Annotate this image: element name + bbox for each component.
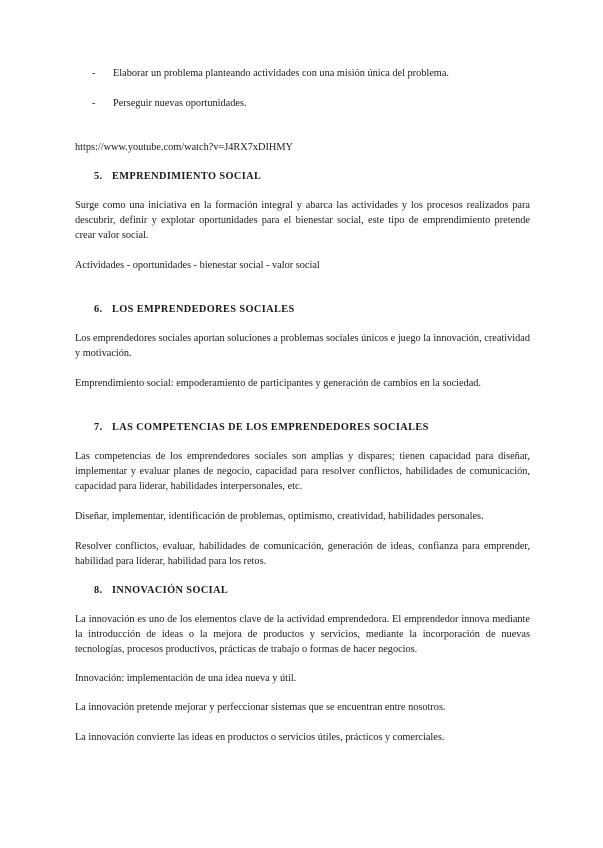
paragraph: Actividades - oportunidades - bienestar social - valor social bbox=[75, 260, 320, 271]
section-number: 6. bbox=[94, 304, 103, 315]
paragraph: Las competencias de los emprendedores sociales son amplias y dispares; tienen capacidad para diseñar, implementar y evaluar planes de negocio, capacidad para resolver conflictos, habilidades de comunicación, capacidad para liderar, habilidades interpersonales, etc. bbox=[75, 451, 530, 492]
section-heading bbox=[94, 302, 295, 317]
paragraph: Resolver conflictos, evaluar, habilidades de comunicación, generación de ideas, confianza para emprender, habilidad para liderar, habilidad para los retos. bbox=[75, 541, 530, 567]
section-title: EMPRENDIMIENTO SOCIAL bbox=[112, 171, 262, 182]
paragraph: Innovación: implementación de una idea nueva y útil. bbox=[75, 673, 297, 684]
paragraph: La innovación convierte las ideas en productos o servicios útiles, prácticos y comerciales. bbox=[75, 732, 445, 743]
section-title: LAS COMPETENCIAS DE LOS EMPRENDEDORES SOCIALES bbox=[112, 422, 429, 433]
section-heading bbox=[94, 420, 429, 435]
paragraph: Diseñar, implementar, identificación de problemas, optimismo, creatividad, habilidades personales. bbox=[75, 511, 484, 522]
paragraph: La innovación es uno de los elementos clave de la actividad emprendedora. El emprendedor innova mediante la introducción de ideas o la mejora de productos y servicios, mediante la incorporación de nuevas tecnologías, procesos productivos, prácticas de trabajo o formas de hacer negocios. bbox=[75, 614, 530, 655]
section-title: LOS EMPRENDEDORES SOCIALES bbox=[112, 304, 295, 315]
bullet-marker: - bbox=[92, 98, 96, 109]
section-heading bbox=[94, 169, 261, 184]
section-number: 5. bbox=[94, 171, 103, 182]
paragraph: La innovación pretende mejorar y perfeccionar sistemas que se encuentran entre nosotros. bbox=[75, 702, 446, 713]
bullet-text: Elaborar un problema planteando actividades con una misión única del problema. bbox=[113, 68, 449, 79]
paragraph: Los emprendedores sociales aportan soluciones a problemas sociales únicos e juego la innovación, creatividad y motivación. bbox=[75, 333, 530, 359]
section-heading bbox=[94, 583, 228, 598]
section-number: 7. bbox=[94, 422, 103, 433]
youtube-link[interactable]: https://www.youtube.com/watch?v=J4RX7xDIHMY bbox=[75, 142, 293, 153]
paragraph: Surge como una iniciativa en la formación integral y abarca las actividades y los procesos realizados para descubrir, definir y explotar oportunidades para el bienestar social, este tipo de emprendimiento pretende crear valor social. bbox=[75, 200, 530, 241]
section-title: INNOVACIÓN SOCIAL bbox=[112, 585, 229, 596]
bullet-marker: - bbox=[92, 68, 96, 79]
bullet-text: Perseguir nuevas oportunidades. bbox=[113, 98, 247, 109]
section-number: 8. bbox=[94, 585, 103, 596]
paragraph: Emprendimiento social: empoderamiento de participantes y generación de cambios en la sociedad. bbox=[75, 378, 482, 389]
